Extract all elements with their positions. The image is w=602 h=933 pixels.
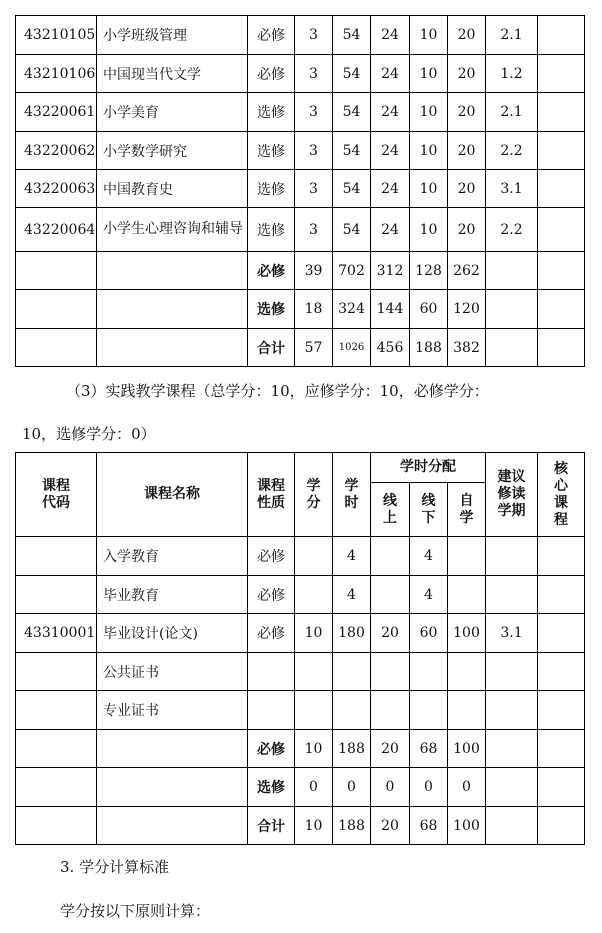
course-code: 43210106: [16, 55, 97, 93]
course-name: 专业证书: [97, 691, 248, 730]
suggested-term: 2.1: [486, 16, 538, 55]
hours: 180: [333, 614, 371, 653]
hours: 54: [333, 93, 371, 132]
section-heading-practice-line2: 10，选修学分：0）: [22, 425, 156, 443]
course-code: [16, 691, 97, 730]
summary-label: 必修: [248, 252, 295, 290]
course-type: 选修: [248, 93, 295, 132]
course-table-continued: [15, 15, 585, 367]
course-name: 中国教育史: [97, 170, 248, 208]
table-row: [16, 93, 585, 132]
course-type: [248, 691, 295, 730]
online-hours: 20: [371, 730, 410, 768]
course-code: 43220062: [16, 132, 97, 170]
hours: [333, 653, 371, 691]
self-study-hours: 100: [448, 807, 486, 845]
credit: 3: [295, 132, 333, 170]
offline-hours: 60: [410, 290, 448, 329]
self-study-hours: 120: [448, 290, 486, 329]
table-header-row: [16, 453, 585, 483]
core-course: [538, 208, 585, 252]
credit: 57: [295, 329, 333, 367]
offline-hours: 10: [410, 170, 448, 208]
hours: 702: [333, 252, 371, 290]
suggested-term: [486, 576, 538, 614]
table-row: [16, 691, 585, 730]
course-name: 小学美育: [97, 93, 248, 132]
self-study-hours: [448, 576, 486, 614]
offline-hours: 10: [410, 55, 448, 93]
course-type: 选修: [248, 208, 295, 252]
hours: 54: [333, 208, 371, 252]
offline-hours: 4: [410, 537, 448, 576]
credit: 39: [295, 252, 333, 290]
course-name: 小学生心理咨询和辅导: [97, 208, 248, 252]
hours: 54: [333, 170, 371, 208]
header-course-type: 课程性质: [248, 453, 295, 537]
credit: 18: [295, 290, 333, 329]
course-code: 43310001: [16, 614, 97, 653]
course-name: 入学教育: [97, 537, 248, 576]
self-study-hours: 0: [448, 768, 486, 807]
summary-row-total: [16, 329, 585, 367]
credit: [295, 576, 333, 614]
self-study-hours: [448, 691, 486, 730]
online-hours: [371, 576, 410, 614]
self-study-hours: 100: [448, 730, 486, 768]
credit: 3: [295, 208, 333, 252]
online-hours: 20: [371, 807, 410, 845]
hours: 0: [333, 768, 371, 807]
course-code: 43220063: [16, 170, 97, 208]
offline-hours: 10: [410, 208, 448, 252]
header-core-course: 核心课程: [538, 453, 585, 537]
header-hours: 学时: [333, 453, 371, 537]
hours: 54: [333, 55, 371, 93]
table-row: [16, 614, 585, 653]
summary-row-elective: [16, 290, 585, 329]
hours: 4: [333, 537, 371, 576]
online-hours: 24: [371, 93, 410, 132]
credit: 10: [295, 730, 333, 768]
section-heading-practice-line1: （3）实践教学课程（总学分：10，应修学分：10，必修学分：: [66, 382, 489, 400]
summary-row-required: [16, 730, 585, 768]
offline-hours: [410, 691, 448, 730]
core-course: [538, 653, 585, 691]
core-course: [538, 691, 585, 730]
offline-hours: 10: [410, 16, 448, 55]
offline-hours: 128: [410, 252, 448, 290]
self-study-hours: 20: [448, 208, 486, 252]
course-code: 43220061: [16, 93, 97, 132]
course-name: 毕业设计(论文): [97, 614, 248, 653]
online-hours: 0: [371, 768, 410, 807]
suggested-term: 1.2: [486, 55, 538, 93]
table-row: [16, 208, 585, 252]
credit: 10: [295, 807, 333, 845]
self-study-hours: 100: [448, 614, 486, 653]
online-hours: [371, 691, 410, 730]
section-heading-credit-calculation: 3. 学分计算标准: [60, 858, 170, 876]
hours: [333, 691, 371, 730]
header-course-name: 课程名称: [97, 453, 248, 537]
hours: 54: [333, 132, 371, 170]
course-code: 43220064: [16, 208, 97, 252]
offline-hours: 10: [410, 132, 448, 170]
suggested-term: [486, 537, 538, 576]
offline-hours: 68: [410, 807, 448, 845]
offline-hours: 60: [410, 614, 448, 653]
summary-row-total: [16, 807, 585, 845]
summary-row-required: [16, 252, 585, 290]
credit-calculation-intro: 学分按以下原则计算：: [60, 902, 211, 920]
self-study-hours: 20: [448, 16, 486, 55]
header-online: 线上: [371, 483, 410, 537]
course-type: 必修: [248, 614, 295, 653]
online-hours: 24: [371, 170, 410, 208]
hours: 54: [333, 16, 371, 55]
summary-label: 合计: [248, 329, 295, 367]
summary-label: 合计: [248, 807, 295, 845]
offline-hours: 10: [410, 93, 448, 132]
course-type: 必修: [248, 537, 295, 576]
offline-hours: [410, 653, 448, 691]
hours: 188: [333, 730, 371, 768]
core-course: [538, 614, 585, 653]
header-offline: 线下: [410, 483, 448, 537]
suggested-term: 2.2: [486, 132, 538, 170]
table-row: [16, 537, 585, 576]
online-hours: [371, 653, 410, 691]
offline-hours: 188: [410, 329, 448, 367]
suggested-term: [486, 691, 538, 730]
header-hours-split: 学时分配: [371, 453, 486, 483]
course-code: [16, 653, 97, 691]
online-hours: 24: [371, 132, 410, 170]
offline-hours: 0: [410, 768, 448, 807]
course-type: 选修: [248, 170, 295, 208]
core-course: [538, 93, 585, 132]
course-name: 中国现当代文学: [97, 55, 248, 93]
self-study-hours: [448, 537, 486, 576]
course-code: [16, 576, 97, 614]
suggested-term: [486, 653, 538, 691]
header-course-code: 课程代码: [16, 453, 97, 537]
header-credit: 学分: [295, 453, 333, 537]
self-study-hours: 262: [448, 252, 486, 290]
online-hours: 312: [371, 252, 410, 290]
core-course: [538, 132, 585, 170]
course-type: 选修: [248, 132, 295, 170]
self-study-hours: 20: [448, 170, 486, 208]
course-type: 必修: [248, 576, 295, 614]
online-hours: 456: [371, 329, 410, 367]
offline-hours: 4: [410, 576, 448, 614]
course-name: 毕业教育: [97, 576, 248, 614]
hours: 4: [333, 576, 371, 614]
online-hours: 20: [371, 614, 410, 653]
suggested-term: 3.1: [486, 614, 538, 653]
credit: 0: [295, 768, 333, 807]
core-course: [538, 576, 585, 614]
summary-label: 必修: [248, 730, 295, 768]
table-row: [16, 170, 585, 208]
summary-label: 选修: [248, 768, 295, 807]
self-study-hours: 20: [448, 55, 486, 93]
course-type: 必修: [248, 55, 295, 93]
course-code: 43210105: [16, 16, 97, 55]
self-study-hours: 20: [448, 93, 486, 132]
online-hours: 144: [371, 290, 410, 329]
self-study-hours: 382: [448, 329, 486, 367]
course-code: [16, 537, 97, 576]
core-course: [538, 537, 585, 576]
hours: 324: [333, 290, 371, 329]
suggested-term: 3.1: [486, 170, 538, 208]
credit: 3: [295, 16, 333, 55]
credit: [295, 691, 333, 730]
summary-label: 选修: [248, 290, 295, 329]
credit: [295, 537, 333, 576]
core-course: [538, 170, 585, 208]
course-name: 小学班级管理: [97, 16, 248, 55]
header-self-study: 自学: [448, 483, 486, 537]
course-name: 公共证书: [97, 653, 248, 691]
self-study-hours: 20: [448, 132, 486, 170]
hours: 1026: [333, 329, 371, 367]
suggested-term: 2.1: [486, 93, 538, 132]
online-hours: 24: [371, 208, 410, 252]
table-row: [16, 653, 585, 691]
credit: 3: [295, 170, 333, 208]
credit: 3: [295, 55, 333, 93]
course-name: 小学数学研究: [97, 132, 248, 170]
online-hours: 24: [371, 16, 410, 55]
hours: 188: [333, 807, 371, 845]
table-row: [16, 55, 585, 93]
core-course: [538, 16, 585, 55]
course-type: 必修: [248, 16, 295, 55]
self-study-hours: [448, 653, 486, 691]
table-row: [16, 16, 585, 55]
credit: 3: [295, 93, 333, 132]
offline-hours: 68: [410, 730, 448, 768]
table-row: [16, 132, 585, 170]
practice-course-table: [15, 452, 585, 845]
credit: [295, 653, 333, 691]
online-hours: [371, 537, 410, 576]
credit: 10: [295, 614, 333, 653]
core-course: [538, 55, 585, 93]
summary-row-elective: [16, 768, 585, 807]
online-hours: 24: [371, 55, 410, 93]
suggested-term: 2.2: [486, 208, 538, 252]
table-row: [16, 576, 585, 614]
header-suggested-term: 建议修读学期: [486, 453, 538, 537]
course-type: [248, 653, 295, 691]
